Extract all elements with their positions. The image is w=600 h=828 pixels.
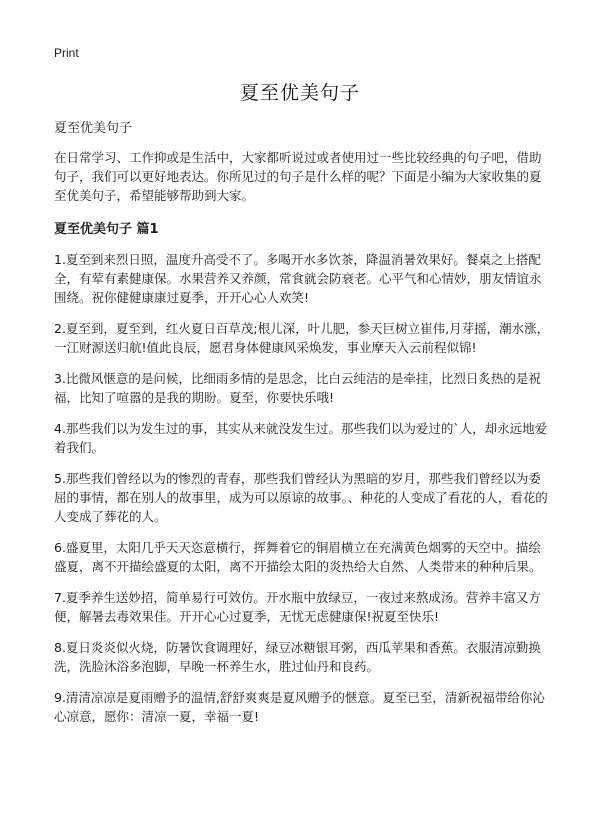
list-item: 2.夏至到，夏至到，红火夏日百草茂;根儿深，叶儿肥，参天巨树立崔伟,月芽摇，潮水涨，一江财源送归航!值此良辰，愿君身体健康风采焕发，事业摩天入云前程似锦! (54, 321, 550, 355)
list-item: 6.盛夏里，太阳几乎天天恣意横行，挥舞着它的铜眉横立在充满黄色烟雾的天空中。描绘盛夏，离不开描绘盛夏的太阳，离不开描绘太阳的炎热给大自然、人类带来的种种后果。 (54, 540, 542, 574)
article-body (54, 120, 550, 738)
list-item: 7.夏季养生送妙招，简单易行可效仿。开水瓶中放绿豆，一夜过来熬成汤。营养丰富又方便，解暑去毒效果佳。开开心心过夏季，无忧无虑健康保!祝夏至快乐! (54, 590, 541, 624)
article-subtitle: 夏至优美句子 (54, 121, 133, 136)
list-item: 1.夏至到来烈日照，温度升高受不了。多喝开水多饮茶，降温消暑效果好。餐桌之上搭配全，有荤有素健康保。水果营养又养颜，常食就会防衰老。心平气和心情妙，朋友情谊永围绕。祝你健健康康过夏季，开开心心人欢笑! (54, 252, 542, 305)
list-item: 4.那些我们以为发生过的事，其实从来就没发生过。那些我们以为爱过的`人，却永远地爱着我们。 (54, 421, 548, 455)
section-heading: 夏至优美句子 篇1 (54, 222, 159, 237)
list-item: 9.清清凉凉是夏雨赠予的温情,舒舒爽爽是夏风赠予的惬意。夏至已至，清新祝福带给你沁心凉意，愿你：清凉一夏，幸福一夏! (54, 690, 545, 724)
print-link[interactable]: Print (54, 46, 79, 60)
page-title: 夏至优美句子 (239, 82, 360, 104)
list-item: 5.那些我们曾经以为的惨烈的青春，那些我们曾经认为黑暗的岁月，那些我们曾经以为委屈的事情，都在别人的故事里，成为可以原谅的故事。、种花的人变成了看花的人，看花的人变成了葬花的人。 (54, 471, 548, 524)
list-item: 8.夏日炎炎似火烧，防暑饮食调理好，绿豆冰糖银耳粥，西瓜苹果和香蕉。衣服清凉勤换洗，洗脸沐浴多泡脚，早晚一杯养生水，胜过仙丹和良药。 (54, 640, 541, 674)
list-item: 3.比微风惬意的是问候，比细雨多情的是思念，比白云纯洁的是牵挂，比烈日炙热的是祝福，比知了喧嚣的是我的期盼。夏至，你要快乐哦! (54, 371, 541, 405)
intro-paragraph: 在日常学习、工作抑或是生活中，大家都听说过或者使用过一些比较经典的句子吧，借助句子，我们可以更好地表达。你所见过的句子是什么样的呢？下面是小编为大家收集的夏至优美句子，希望能够帮助到大家。 (54, 150, 542, 203)
